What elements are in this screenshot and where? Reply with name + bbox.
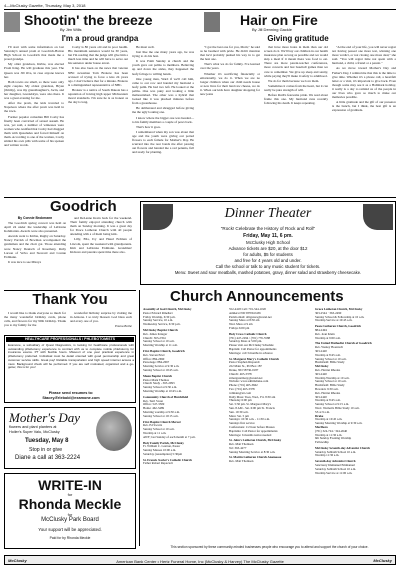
church-c2-5: Fridays 6:00 pm — [229, 325, 250, 330]
church-col2 — [229, 308, 311, 464]
church-c2-34: Rev. Matt Thomsen — [229, 442, 254, 447]
church-c2-18: Website: www.sdmmdrake.com — [229, 379, 269, 384]
hairfire-title: Hair on Fire — [240, 12, 318, 28]
flower-image — [96, 411, 132, 451]
thankyou-title: Thank You — [32, 291, 108, 308]
church-c1-3: Sunday Service, 10 a.m. — [143, 318, 174, 323]
church-c3-1: 363-2544 · 363-2490 — [315, 310, 342, 315]
church-c3-2: Sunday School & Fellowship at 10 a.m. — [315, 314, 365, 319]
church-c3-20: Bowdon: 9:30 a.m. — [315, 386, 339, 391]
mothers-sub: flowers and plant planters at — [9, 425, 57, 429]
church-c3-34: Fellowship — [315, 440, 329, 445]
writein-support: Your support will be appreciated. — [38, 527, 102, 532]
church-c3-12: Sunday School at 10 a.m. — [315, 356, 347, 361]
middle-p4: One young man, Ward if we'll call him, came to our row and handed my husband a leafy palm. He had two left. He looked at the palms. One was puny and looking a little malnourished. The other was a hybrid that looked like it was plucked minutes before from a greenhouse. — [132, 76, 194, 106]
writein-line1: WRITE-IN — [38, 477, 102, 493]
church-c2-2: Parish email: alligators@restel.net — [229, 314, 272, 319]
church-c3-28: Worship at 10:45 a.m. — [315, 417, 343, 422]
church-c3-40: Saturday Sabbath School 10 a.m. — [315, 466, 357, 471]
mothers-stop: Stop in or give — [29, 447, 63, 453]
church-c2-7: (701) 447-2294 / (701) 776-5588 — [229, 335, 271, 340]
healthcare-ad — [4, 335, 136, 403]
church-c3-39: Sanctuary Immanuel Emmanuel — [315, 463, 355, 468]
dinner-dates: Friday, May 11, 6 pm. — [243, 233, 293, 239]
church-c2-14: 222 Main St., PO Box 187 — [229, 364, 262, 369]
church-c2-21: tcdmain@srt.com — [229, 390, 252, 395]
church-c1-10: First Baptist Church, Goodrich — [143, 348, 185, 353]
mothers-date: Tuesday, May 8 — [25, 438, 69, 444]
sponsor-text: American Bank Center • Hertz Funeral Home, Inc (McClusky & Harvey) The McClusky Gazette — [116, 558, 284, 564]
church-c2-33: St. John's Lutheran Church, McClusky — [229, 438, 282, 443]
goodrich-p3: It was nice to see Mireya — [8, 259, 42, 264]
sponsor-left: McClusky — [8, 558, 27, 563]
church-c1-26: Sunday School at 10:15 a.m. — [143, 413, 179, 418]
church-c3-35: McClusky Seventh-day Adventist Church — [315, 445, 370, 450]
shootin-p7: It has also been on the news that veteran NBC newsman Tom Brokaw has been accused of trying to force a kiss 24 years ago. I don't believe that for a minute. Brokaw is a distinguished representative of NBC. — [68, 66, 128, 87]
thankyou-col2 — [70, 311, 132, 328]
church-c2-13: Pastor Stephen Rispondi — [229, 360, 260, 365]
church-c1-12: Office: 884-2690 — [143, 356, 165, 361]
goodrich-byline: By Connie Brokmann — [17, 216, 53, 220]
church-c3-30: Marlboro — [315, 424, 328, 429]
middle-p8: I remembered when my son was about that age and the youth were giving out potted flowers to each female for Mother's Day. He scurried into the rear bonds me after passing out flowers and handed me a red petunia, full and ready for planting. — [132, 129, 194, 155]
shootin-p2: My older grandson, Kirbie, was elected Prom King. He will graduate this year. The Queen was Jill Ova, in case anyone knows her. — [4, 62, 64, 79]
thankyou-p1: I would like to thank everyone so much for the many wonderful birthday cards, phone calls, and flowers for my 90th birthday. Thank you to my family for the — [4, 311, 66, 328]
church-c1-25: Morning worship at 9:30 a.m. — [143, 409, 180, 414]
church-c2-15: Drake, ND 58736-0187 — [229, 367, 259, 372]
church-c3-13: Hurdsfield: Bible Study — [315, 360, 345, 365]
church-c1-37: Father Robert Rapacioli — [143, 461, 173, 466]
church-c1-1: Pastor Edward Rinehart — [143, 310, 173, 315]
middle-col-b — [200, 45, 260, 97]
sponsor-bar — [4, 555, 396, 565]
church-c3-15: Rev. Harriet Rhodes — [315, 367, 341, 372]
church-c2-22: Daily Mass: Tues, Wed., Fri. 8:30 am — [229, 394, 276, 399]
church-c3-32: Worship at 11:30 a.m. — [315, 432, 343, 437]
hairfire-p7: A little gratitude and the gift of our presence is the bunch, but I think, the best gift is an expression of gratitude. — [332, 100, 396, 113]
church-c3-16: 363-2420 — [315, 371, 327, 376]
hairfire-p4: Before Ruth's fearsome pride. We read about frame this one. My husband runs recently following his death. It keeps repeating. — [264, 93, 328, 106]
church-c2-28: Sundays: 10:30 a.m. - 11:30 a.m. — [229, 417, 270, 422]
church-c3-19: Hurdsfield: Bible Study — [315, 383, 345, 388]
church-c2-26: Sun. 10:30 a.m. — [229, 409, 249, 414]
mothers-title: Mother's Day — [9, 410, 81, 425]
middle-p10: That's what we do for family. I've learned over the years. — [200, 62, 260, 71]
hairfire-title-box — [200, 11, 396, 33]
church-c3-7: Worship at 9:00 a.m. — [315, 335, 341, 340]
church-c2-32: Marriage: 6 months notice needed — [229, 432, 272, 437]
health-heading: HEALTHCARE PROFESSIONALS / PHLEBOTOMISTS — [6, 337, 134, 342]
writein-office: McClusky Park Board — [41, 517, 99, 523]
church-c3-18: Sunday School at 10 a.m. — [315, 379, 347, 384]
church-c3-10: 363-2420 — [315, 348, 327, 353]
dinner-kids: for adults, $5 for students — [243, 252, 293, 257]
goodrich-title: Goodrich — [50, 198, 117, 215]
church-c2-27: Mass: Sat. 5 pm — [229, 413, 249, 418]
church-c1-6: Rev. James Krieger — [143, 331, 168, 336]
church-c1-11: Rev. Steven Ertel — [143, 352, 165, 357]
church-c1-32: Holy Family Parish, McClusky — [143, 440, 184, 445]
church-c3-24: Sunday School at 9:15 a.m. — [315, 402, 350, 407]
church-c2-23: Thursday 6:00 pm — [229, 398, 252, 403]
church-c3-23: Worship at 8:45 a.m. — [315, 398, 341, 403]
writein-for-2: for — [67, 512, 73, 517]
church-c2-12: St. Margaret Mary's Catholic Church — [229, 356, 279, 361]
church-c2-29: Sundays first service — [229, 421, 255, 426]
writein-for: for — [67, 492, 73, 497]
health-email: Stacey.Erlebold@examone.com — [42, 396, 100, 400]
dinner-venue: McClusky High School — [246, 240, 290, 245]
middle-p7: That's how it goes. — [136, 124, 161, 129]
mothers-call: Diane a call at 363-2224 — [15, 455, 81, 461]
middle-p5: He deliberated and shrugged before giving me the ugly looking one. — [132, 106, 194, 115]
church-c1-36: St. Francis Xavier's Catholic Church — [143, 457, 192, 462]
middle-p6: I know where the bigger one was headed—to his family members a couple of pews back. — [132, 115, 194, 124]
thankyou-p2: wonderful birthday surprise by visiting me in Arizona. I so truly blessed. God bless each and every one of you. — [70, 311, 132, 324]
church-c1-24: Home: 462-3489 — [143, 406, 165, 411]
church-c3-21: Rev. Harriet Rhodes — [315, 390, 341, 395]
church-c2-4: Wed. Mass at 9 am — [229, 322, 253, 327]
church-c1-27: First Baptist Church Mercer — [143, 419, 181, 424]
church-c1-22: Rev. Terri Swan — [143, 398, 163, 403]
church-c2-35: Tel: 363-4277 — [229, 445, 247, 450]
church-c1-23: Office: 547-3309 — [143, 402, 165, 407]
dinner-title: Dinner Theater — [224, 206, 312, 221]
church-c2-31: Baptisms: Call Pastor for appointments — [229, 428, 278, 433]
hairfire-p6: As we move toward Mother's Day and Father's Day, I remind me that this is the time to give time. Whether it's a phone call, a heartfelt letter or a visit, it's important to give back. Even though some may see it as a Hallmark holiday, it really is a day to remind us of the people in our lives who gave so much to make our memories possible. — [332, 66, 396, 100]
shootin-story-title: I'm a proud grandpa — [61, 34, 139, 43]
shootin-p3: Both towns are small, so there were only eight couples. My oldest grandson, Bryan (Jimmy), was my granddaughter's, Jacin, and her daughter, Gwendalyn, were also there. It was a great evening for me. — [4, 79, 64, 101]
church-c1-4: Wednesday Service, 6:30 p.m. — [143, 322, 181, 327]
thankyou-col1 — [4, 311, 66, 328]
church-c2-17: stmargaretmary@restel.net — [229, 375, 263, 380]
dinner-theater-ad — [140, 201, 396, 285]
middle-p11: Whether it's sacrificing financially or emotionally, we do it. When we are no longer children when our child needs house or new lives for their land raw cheese, we do it. When our kids have daughter shopping for new jeans — [200, 71, 260, 97]
church-divider — [139, 290, 140, 546]
page-header — [4, 3, 396, 10]
church-c1-13: Parsonage: 884-2667 — [143, 360, 170, 365]
hairfire-p2: We do for them because we love them. — [268, 78, 320, 83]
church-c3-8: The United Methodist Church of Goodrich — [315, 341, 372, 346]
author-photo — [4, 12, 20, 32]
shootin-p4: After the prom, the kids traveled to Napoleon where the after prom was held in the town. — [4, 101, 64, 114]
church-c1-8: Sunday School at 10 a.m. — [143, 339, 175, 344]
church-c3-14: McClusky — [315, 364, 329, 369]
church-c2-24: Sat. 5:30 pm. St. Margaret Mary's — [229, 402, 271, 407]
church-c2-36: Sunday Morning Service at 8:30 a.m. — [229, 449, 276, 454]
shootin-col1 — [4, 45, 64, 148]
mothers-store: Hoiler's Super Valu, McClusky — [9, 430, 60, 434]
middle-col — [132, 45, 194, 155]
page-line: 4—McClusky Gazette, Thursday, May 3, 2018 — [4, 3, 86, 8]
shootin-title-box — [4, 11, 196, 33]
church-c1-14: Morning Service at 9:30 a.m. — [143, 364, 180, 369]
church-c1-16: Mann Baptist Church — [143, 373, 172, 378]
church-c2-10: Baptism: Call Pastor for appointments — [229, 346, 277, 351]
church-c3-33: 6th Sunday Evening Worship — [315, 436, 352, 441]
hairfire-p1: that have more holes in them than our old screen do it. We'll buy our children in our health insurance plan as long as possible and we would skip a meal if it meant there was food to eat. There are more parent-teacher conferences, more concerts and last baseball games than we care to remember. We give up sleep and sanity, while paying they'll make it safely to adulthood. — [264, 45, 328, 78]
church-c1-9: Morning Worship at 11 a.m. — [143, 343, 178, 348]
church-c2-9: Please visit our McClusky Schedule — [229, 343, 274, 348]
mothers-day-ad — [4, 407, 136, 469]
writein-paid: Paid for by Rhonda Meckle — [49, 536, 91, 540]
middle-p3: It was Palm Sunday at church and the youth gave out palms to members. Believing up and down the aisles, they happened the leafy foliage to willing hands. — [132, 59, 194, 76]
church-c3-17: Worship Worship at 10 a.m. — [315, 375, 350, 380]
church-c1-17: Pastor Mark Thomas — [143, 377, 169, 382]
church-c3-31: (701) 324-724 / 324-2640 — [315, 428, 348, 433]
church-c1-34: Sunday Masses 10:00 a.m. — [143, 448, 177, 453]
church-c1-20: Morning Worship at 10:45 a.m. — [143, 388, 182, 393]
church-c1-18: Church Study - 363-2993 — [143, 381, 175, 386]
middle-p1: He must well. — [136, 45, 155, 49]
middle-p2: Just like me one many years ago, he was trying to do his best. — [132, 50, 194, 59]
church-c3-5: 884-2494 — [315, 327, 327, 332]
church-c2-20: Fax: (701) 465-3378 — [229, 386, 255, 391]
church-c2-25: Sun. 8 AM - Sat. 6:00 pm St. Francis — [229, 405, 275, 410]
church-c2-6: Holy Cross Catholic Church — [229, 331, 267, 336]
church-c2-19: Phone: (701) 465-3662 — [229, 383, 258, 388]
health-body: Examone, a subsidiary of Quest Diagnostics, is looking for healthcare professionals with outstanding phlebotomy experience to contract with us to complete mobile phlebotomy for insurance exams. PT with flexible hours. Missouri of one year practical experience in phlebotomy preferred. Individual must be detail oriented with good penmanship and great customer service skills. Great pay! Reliable transportation and high speed internet access a must. Background check will be performed. If you are self motivated, organized and a go-getter, this is for you! — [8, 343, 134, 370]
church-c2-30: Confessions: 1/2 hour before Masses — [229, 424, 275, 429]
shootin-col2 — [68, 45, 128, 105]
writein-line2: Rhonda Meckle — [18, 496, 122, 512]
author-photo-2 — [204, 12, 220, 32]
church-c3-38: Seventh-day Adventist Church — [315, 459, 356, 464]
church-c2-11: Marriage: call 3 months in advance — [229, 350, 273, 355]
hairfire-byline: By Jill Denning Gackle — [252, 27, 293, 32]
church-c3-6: Rev. Joan Klein — [315, 331, 335, 336]
church-c1-2: Friday Worship, 6:30 p.m. — [143, 314, 176, 319]
dinner-plus: and free for 4 years old and under. — [234, 258, 302, 263]
church-c2-16: Church: 465-3378 — [229, 371, 252, 376]
middle-p9: "I got the best one for you, Mom," he said as he beamed with pride. He didn't mention that he'd probably pushed his way in to get the best one. — [200, 45, 260, 62]
dinner-call: Call the school or talk to any music student for tickets. — [215, 264, 321, 269]
sponsor-right: McClusky — [373, 558, 392, 563]
church-c1-5: McClusky Baptist Church — [143, 327, 178, 332]
hairfire-col1 — [264, 45, 328, 106]
church-title: Church Announcements — [170, 288, 344, 305]
church-c3-4: Peace Lutheran Church, Goodrich — [315, 324, 361, 329]
goodrich-p1: The Goodrich spring concert was held on April 24 under the leadership of LaDonna Kohmarian. Awards were also presented. — [4, 221, 66, 234]
shootin-p5: Former popular comedian Bill Cosby has finally been convicted of sexual assault. He was, yet said, a number of witnesses were women who testified that Cosby had drugged them with Quaaludes and forced himself on them. According to one of the women, Cosby smiled his own pills with some of his spoken and written words. — [4, 114, 64, 148]
church-c3-37: Worship 11:30 a.m. — [315, 453, 340, 458]
church-c3-0: Grace Lutheran Church, McClusky — [315, 307, 363, 311]
church-c2-38: Rev. Matt Thomsen — [229, 459, 254, 464]
church-c2-37: St. Martin Lutheran Church Anamoose — [229, 455, 282, 460]
church-footer: This section sponsored by these community-minded businesses people who encourage you to attend and support the church of your choice. — [170, 545, 369, 549]
church-c3-9: Rev. Wesley Hoenrsch — [315, 345, 343, 350]
church-c2-3: Sunday Mass at 8:30 am — [229, 318, 260, 323]
church-c1-30: Worship at 11 a.m. — [143, 430, 167, 435]
church-c1-35: Saturday (Assumption) 5:30pm — [143, 451, 183, 456]
goodrich-p4: and DeLanne Krein back for the weekend. Their family enjoyed attending church with them on Sunday morning. It was a great day for Peace Lutheran Church with all people attending with a of them being kids. — [70, 216, 132, 237]
church-c3-29: Sunday Morning Worship at 9:30 a.m. — [315, 421, 363, 426]
church-c1-29: Sunday School at 10 a.m. — [143, 427, 175, 432]
church-c3-25: Wed.: Women's Bible Study 10 a.m. — [315, 405, 360, 410]
hairfire-p5: "At the end of your life, you will never regret not having passed one more test, winning one more verdict, or not closing one more deal," she said. "You will regret time not spent with a husband, a child, a friend or a parent." — [332, 45, 396, 66]
goodrich-col2 — [70, 216, 132, 255]
church-c1-19: Sunday School at 9:30 a.m. — [143, 385, 178, 390]
thankyou-signature: Emma Bothe — [115, 324, 132, 329]
church-c1-15: Sunday School at 10:45 a.m. — [143, 367, 179, 372]
goodrich-p5: Lilly, Ella, Ivy and Hazel Erdman of Lincoln, spent the weekend with grandparents. Kim and LaDonna Erdmann. Grandmas' Kidsave and parents spent time there also. — [70, 237, 132, 254]
church-c3-26: SS at 9 a.m. — [315, 409, 330, 414]
church-c1-21: Community Church of Hurdsfield — [143, 394, 189, 399]
church-col3 — [315, 308, 396, 475]
church-c2-1: Amherst ND 58709-0436 — [229, 310, 261, 315]
hairfire-story-title: Giving gratitude — [267, 34, 329, 43]
church-c1-0: Assembly of God Church, McClusky — [143, 307, 192, 311]
shootin-p1: I'll start with some information on last Saturday's annual prom at Goodrich-Hatton High School in Goodrich that made me a proud grandpa. — [4, 45, 64, 62]
church-c1-28: Rev. Ed Swartz — [143, 423, 163, 428]
hairfire-p3: Sometimes it comes from the heart, but it can really be pure strength of will. — [264, 83, 328, 92]
writein-ad — [4, 473, 136, 549]
health-resume: Please send resumes to: — [48, 391, 94, 395]
shootin-title: Shootin' the breeze — [24, 12, 153, 28]
church-c3-36: Saturday Sabbath School 10 a.m. — [315, 449, 357, 454]
church-c3-3: Worship Service at 10:45 a.m. — [315, 318, 353, 323]
hairfire-col2 — [332, 45, 396, 114]
church-c1-31: AWF; last Sunday of each month at 7 p.m. — [143, 434, 196, 439]
dinner-show: "Rock! Celebrate the History of Rock and Roll" — [220, 226, 316, 231]
church-c2-8: Saturday Mass at 5:00 pm. — [229, 339, 263, 344]
church-c1-33: Fr. William C. Gratton, Pastor — [143, 444, 181, 449]
church-col1 — [143, 308, 225, 466]
church-c3-41: Worship Service at 11:00 a.m. — [315, 470, 353, 475]
shootin-p6: Cosby is 80 years old and in poor health. His maximum sentence would be 30 years, but I'm reading that the judge will give him a much less time and he will have to serve out his sentence under house arrest. — [68, 45, 128, 66]
goodrich-p2: Awards went to Kirbie, Rugby on Saturday. Nancy Parrish of Bowman accompanied the gentleman and the choir got. Those attending were Nancy Deutsch of Rosemary, Ruby Larson of Velva and Steward and Connie Erdmann. — [4, 234, 66, 259]
church-c1-7: Church: 363-2354 — [143, 335, 166, 340]
shootin-p8: Brokaw is a native of South Dakota has a reputation of having high upper Midwestern moral standards. I'm sure he is as honest as the day is long. — [68, 87, 128, 105]
church-c3-27: Drake — [315, 413, 324, 418]
church-c2-0: 552-4418 Cell: 701-544-1020 — [229, 307, 266, 311]
dinner-advance: Advance tickets are $20, at the door $12 — [228, 246, 308, 251]
goodrich-col1 — [4, 221, 66, 265]
shootin-byline: By Jim Wills — [60, 27, 82, 32]
church-c3-11: Worship at 8:45 a.m. — [315, 352, 341, 357]
dinner-menu: Menu: Sweet and sour meatballs, mashed potatoes, gravy, dinner salad and strawberry cheesecake. — [174, 270, 362, 275]
church-c3-22: 363-2420 — [315, 394, 327, 399]
